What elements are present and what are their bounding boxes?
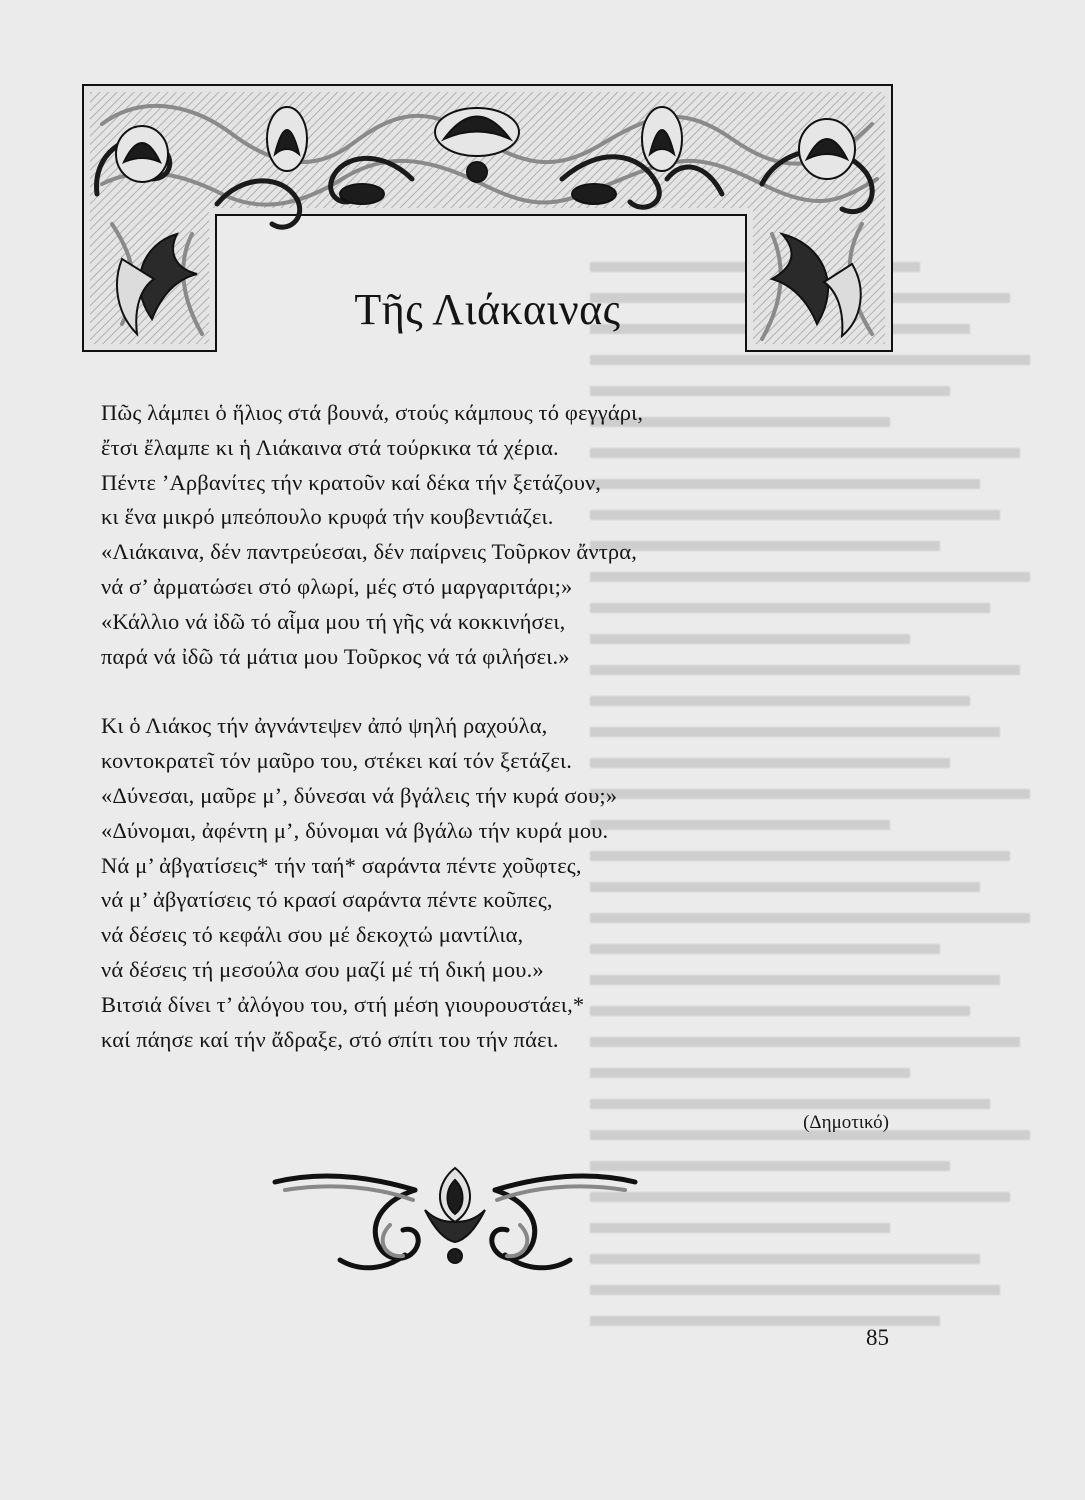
verse-line: παρά νά ἰδῶ τά μάτια μου Τοῦρκος νά τά φιλήσει.» bbox=[101, 643, 570, 669]
verse-line: Κι ὁ Λιάκος τήν ἀγνάντεψεν ἀπό ψηλή ραχούλα, bbox=[101, 713, 548, 739]
poem-title: Τῆς Λιάκαινας bbox=[354, 285, 621, 334]
poem-body bbox=[101, 396, 861, 1057]
verse-line: Πέντε ’Αρβανίτες τήν κρατοῦν καί δέκα τήν ξετάζουν, bbox=[101, 469, 602, 495]
verse-line: νά δέσεις τό κεφάλι σου μέ δεκοχτώ μαντίλια, bbox=[101, 922, 524, 948]
floral-tailpiece-icon bbox=[265, 1160, 645, 1280]
verse-line: ἔτσι ἔλαμπε κι ἡ Λιάκαινα στά τούρκικα τά χέρια. bbox=[101, 434, 559, 460]
tailpiece-ornament bbox=[265, 1160, 645, 1285]
verse-line: νά σ’ ἀρματώσει στό φλωρί, μές στό μαργαριτάρι;» bbox=[101, 573, 573, 599]
verse-line: «Δύνομαι, ἀφέντη μ’, δύνομαι νά βγάλω τήν κυρά μου. bbox=[101, 817, 609, 843]
verse-line: «Λιάκαινα, δέν παντρεύεσαι, δέν παίρνεις Τοῦρκον ἄντρα, bbox=[101, 539, 637, 565]
stanza-1 bbox=[101, 396, 861, 674]
source-attribution: (Δημοτικό) bbox=[803, 1112, 889, 1133]
verse-line: νά μ’ ἀβγατίσεις τό κρασί σαράντα πέντε κοῦπες, bbox=[101, 887, 553, 913]
verse-line: Βιτσιά δίνει τ’ ἀλόγου του, στή μέση γιουρουστάει,* bbox=[101, 991, 585, 1017]
verse-line: «Κάλλιο νά ἰδῶ τό αἷμα μου τή γῆς νά κοκκινήσει, bbox=[101, 608, 566, 634]
stanza-2 bbox=[101, 709, 861, 1057]
verse-line: κοντοκρατεῖ τόν μαῦρο του, στέκει καί τόν ξετάζει. bbox=[101, 748, 572, 774]
verse-line: Νά μ’ ἀβγατίσεις* τήν ταή* σαράντα πέντε χοῦφτες, bbox=[101, 852, 582, 878]
page-number: 85 bbox=[866, 1325, 889, 1350]
verse-line: Πῶς λάμπει ὁ ἥλιος στά βουνά, στούς κάμπους τό φεγγάρι, bbox=[101, 400, 644, 425]
verse-line: κι ἕνα μικρό μπεόπουλο κρυφά τήν κουβεντιάζει. bbox=[101, 504, 554, 530]
ornamental-header-frame bbox=[82, 84, 893, 352]
verse-line: «Δύνεσαι, μαῦρε μ’, δύνεσαι νά βγάλεις τήν κυρά σου;» bbox=[101, 782, 618, 808]
verse-line: καί πάησε καί τήν ἄδραξε, στό σπίτι του τήν πάει. bbox=[101, 1026, 559, 1052]
verse-line: νά δέσεις τή μεσούλα σου μαζί μέ τή δική μου.» bbox=[101, 956, 544, 982]
